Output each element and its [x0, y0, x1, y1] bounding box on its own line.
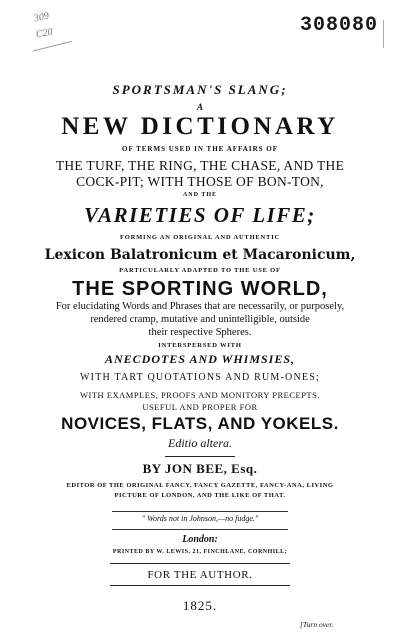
margin-bracket [383, 20, 394, 48]
title-particularly: PARTICULARLY ADAPTED TO THE USE OF [119, 267, 281, 274]
title-turf: THE TURF, THE RING, THE CHASE, AND THE [55, 158, 345, 173]
title-elucidating-2: rendered cramp, mutative and unintelligible, outside [90, 314, 310, 325]
author-byline: BY JON BEE, Esq. [142, 461, 258, 476]
title-lexicon: Lexicon Balatronicum et Macaronicum, [44, 247, 356, 263]
title-interspersed: INTERSPERSED WITH [158, 342, 242, 349]
title-tart-quotations: WITH TART QUOTATIONS AND RUM-ONES; [80, 372, 320, 383]
title-terms: OF TERMS USED IN THE AFFAIRS OF [122, 145, 278, 153]
title-sporting-world: THE SPORTING WORLD, [72, 278, 328, 300]
divider-rule [165, 456, 235, 457]
title-anecdotes: ANECDOTES AND WHIMSIES, [104, 352, 296, 366]
title-novices: NOVICES, FLATS, AND YOKELS. [61, 414, 339, 433]
imprint-for-author: FOR THE AUTHOR. [147, 569, 253, 581]
title-cockpit: COCK-PIT; WITH THOSE OF BON-TON, [76, 174, 324, 189]
title-forming: FORMING AN ORIGINAL AND AUTHENTIC [119, 234, 281, 241]
title-dictionary: NEW DICTIONARY [61, 113, 339, 140]
title-useful: USEFUL AND PROPER FOR [142, 402, 258, 412]
title-edition: Editio altera. [168, 436, 232, 450]
title-elucidating-3: their respective Spheres. [148, 327, 252, 338]
divider-rule [110, 585, 290, 586]
imprint-printer: PRINTED BY W. LEWIS, 21, FINCHLANE, CORNHILL; [112, 549, 288, 555]
title-elucidating-1: For elucidating Words and Phrases that are necessarily, or purposely, [55, 301, 345, 312]
imprint-year: 1825. [182, 598, 218, 613]
pencil-shelfmark-1: 309 [33, 10, 50, 25]
title-a: A [196, 102, 203, 112]
author-editor-line-1: EDITOR OF THE ORIGINAL FANCY, FANCY GAZETTE, FANCY-ANA, LIVING [66, 482, 334, 489]
title-slang: SPORTSMAN'S SLANG; [112, 82, 288, 97]
library-stamp-number: 308080 [300, 14, 379, 37]
title-varieties: VARIETIES OF LIFE; [84, 203, 316, 227]
pencil-shelfmark-2: C20 [35, 26, 54, 41]
author-editor-line-2: PICTURE OF LONDON, AND THE LIKE OF THAT. [114, 492, 286, 499]
title-andthe: AND THE [182, 192, 218, 198]
divider-rule [110, 563, 290, 564]
epigraph: " Words not in Johnson,—no fudge." [141, 514, 259, 523]
catchword: [Turn over. [300, 620, 334, 629]
title-examples: WITH EXAMPLES, PROOFS AND MONITORY PRECEPTS. [80, 390, 320, 400]
pencil-stroke [28, 23, 71, 51]
imprint-city: London: [182, 534, 218, 545]
